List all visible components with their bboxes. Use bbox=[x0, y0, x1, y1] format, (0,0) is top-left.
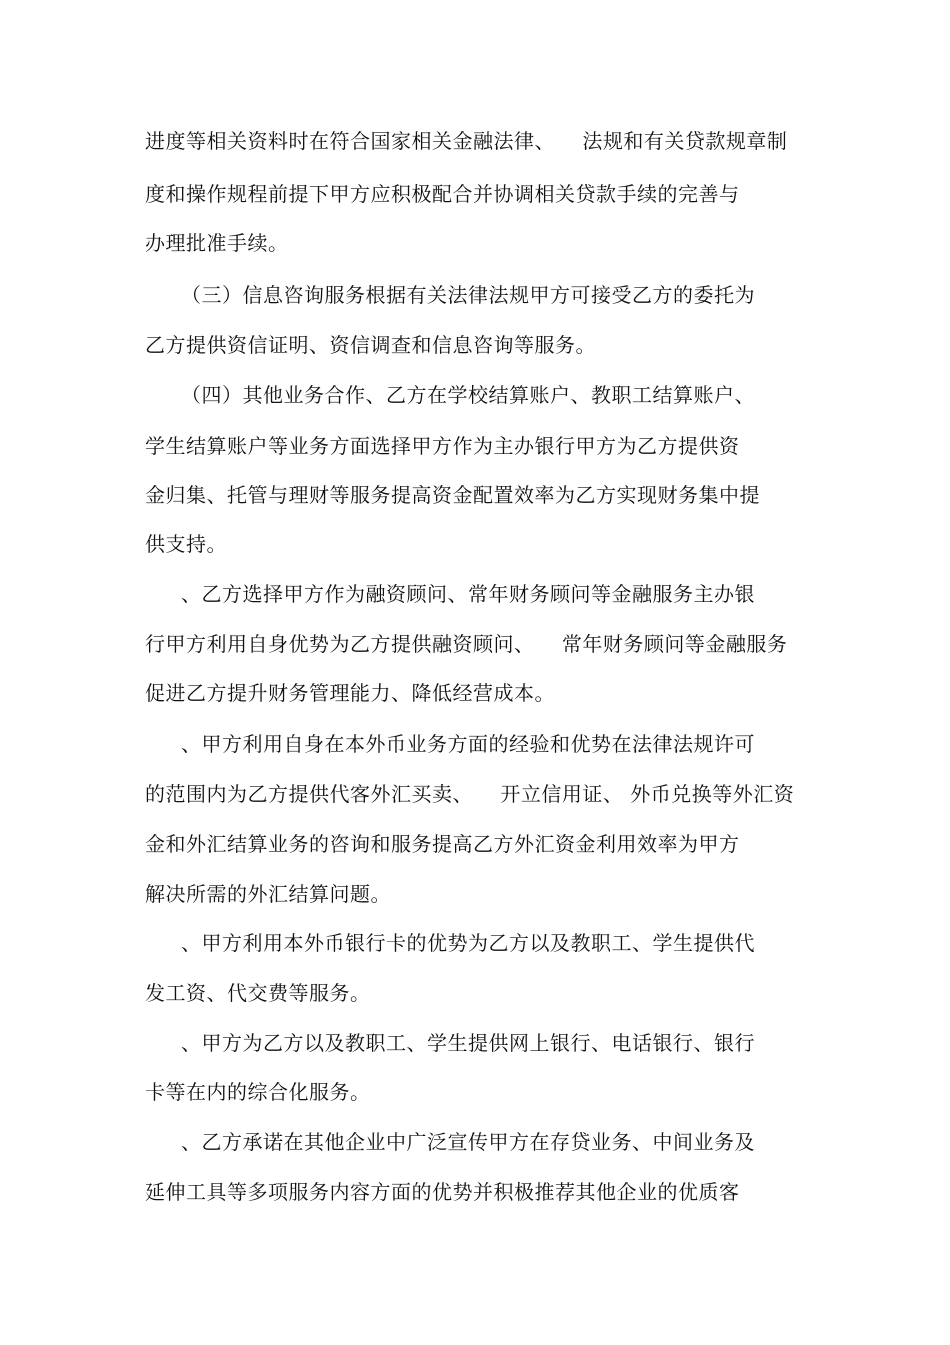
body-text-line: 度和操作规程前提下甲方应积极配合并协调相关贷款手续的完善与 bbox=[145, 182, 740, 206]
body-text-line: 办理批准手续。 bbox=[145, 231, 289, 255]
list-item-line: 、乙方选择甲方作为融资顾问、常年财务顾问等金融服务主办银 bbox=[181, 582, 755, 606]
list-item-line: 、甲方利用本外币银行卡的优势为乙方以及教职工、学生提供代 bbox=[181, 931, 755, 955]
body-text-line: 金归集、托管与理财等服务提高资金配置效率为乙方实现财务集中提 bbox=[145, 483, 760, 507]
body-text-line: 乙方提供资信证明、资信调查和信息咨询等服务。 bbox=[145, 333, 596, 357]
list-item-line: 、甲方为乙方以及教职工、学生提供网上银行、电话银行、银行 bbox=[181, 1031, 755, 1055]
paragraph-heading-line: （三）信息咨询服务根据有关法律法规甲方可接受乙方的委托为 bbox=[181, 283, 755, 307]
body-text-line: 供支持。 bbox=[145, 532, 227, 556]
body-text-line: 学生结算账户等业务方面选择甲方作为主办银行甲方为乙方提供资 bbox=[145, 434, 740, 458]
body-text-line: 发工资、代交费等服务。 bbox=[145, 981, 371, 1005]
body-text-line: 促进乙方提升财务管理能力、降低经营成本。 bbox=[145, 681, 555, 705]
body-text-line: 进度等相关资料时在符合国家相关金融法律、 法规和有关贷款规章制 bbox=[145, 129, 788, 153]
body-text-line: 的范围内为乙方提供代客外汇买卖、 开立信用证、 外币兑换等外汇资 bbox=[145, 782, 795, 806]
body-text-line: 行甲方利用自身优势为乙方提供融资顾问、 常年财务顾问等金融服务 bbox=[145, 632, 788, 656]
body-text-line: 卡等在内的综合化服务。 bbox=[145, 1080, 371, 1104]
list-item-line: 、乙方承诺在其他企业中广泛宣传甲方在存贷业务、中间业务及 bbox=[181, 1130, 755, 1154]
body-text-line: 金和外汇结算业务的咨询和服务提高乙方外汇资金利用效率为甲方 bbox=[145, 832, 740, 856]
paragraph-heading-line: （四）其他业务合作、乙方在学校结算账户、教职工结算账户、 bbox=[181, 383, 755, 407]
list-item-line: 、甲方利用自身在本外币业务方面的经验和优势在法律法规许可 bbox=[181, 732, 755, 756]
body-text-line: 延伸工具等多项服务内容方面的优势并积极推荐其他企业的优质客 bbox=[145, 1180, 740, 1204]
body-text-line: 解决所需的外汇结算问题。 bbox=[145, 882, 391, 906]
